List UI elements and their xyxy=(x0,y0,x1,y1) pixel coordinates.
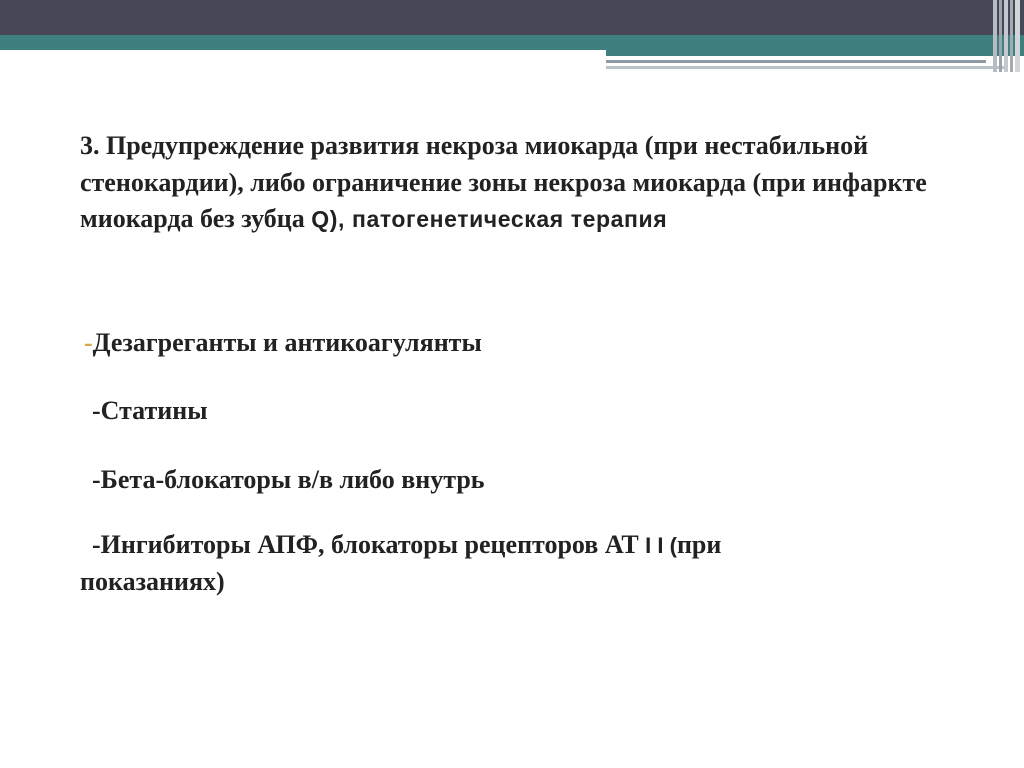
list-item-roman: I I ( xyxy=(645,533,677,558)
header-right-stripe xyxy=(1004,0,1008,72)
list-item-text: -Ингибиторы АПФ, блокаторы рецепторов АТ xyxy=(92,530,646,559)
header-dark-band xyxy=(0,0,1024,35)
list-item-text: -Статины xyxy=(92,396,208,425)
list-item xyxy=(80,527,860,600)
header-right-stripe xyxy=(993,0,997,72)
header-right-stripe xyxy=(999,0,1002,72)
bullet-dash: - xyxy=(84,328,93,357)
header-gray-line xyxy=(606,60,986,63)
header-right-stripe xyxy=(1015,0,1020,72)
list-item xyxy=(92,462,485,498)
header-teal-band xyxy=(0,35,1024,50)
list-item-tail: при показаниях) xyxy=(80,530,722,596)
list-item-text: Дезагреганты и антикоагулянты xyxy=(92,328,482,357)
header-right-stripe xyxy=(1010,0,1013,72)
header-gray-line xyxy=(606,66,1006,69)
slide-heading-main: 3. Предупреждение развития некроза миокарда (при нестабильной стенокардии), либо ограничение зоны некроза миокарда (при инфаркте миокарда без зубца xyxy=(80,131,927,233)
slide-heading xyxy=(80,128,960,238)
list-item xyxy=(84,325,482,361)
slide-heading-tail: Q), патогенетическая терапия xyxy=(311,206,668,232)
list-item xyxy=(92,393,208,429)
list-item-text: -Бета-блокаторы в/в либо внутрь xyxy=(92,465,485,494)
header-teal-step xyxy=(606,50,1024,56)
